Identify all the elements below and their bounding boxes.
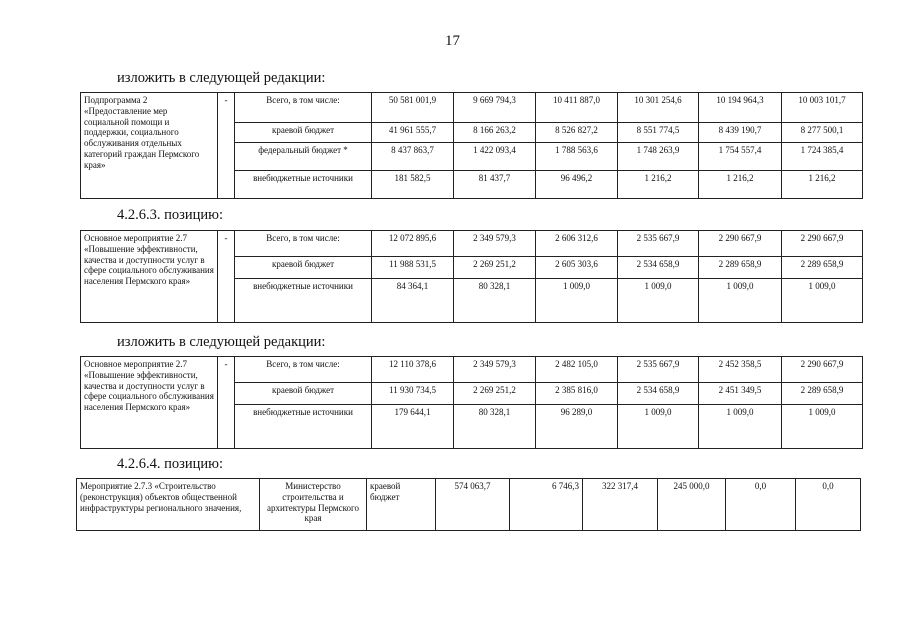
- value-cell: 2 535 667,9: [618, 357, 699, 383]
- value-cell: 2 290 667,9: [782, 231, 863, 257]
- value-cell: 96 289,0: [536, 405, 618, 449]
- value-cell: 1 216,2: [618, 171, 699, 199]
- value-cell: 8 277 500,1: [782, 123, 863, 143]
- value-cell: 6 746,3: [510, 479, 583, 531]
- source-cell: федеральный бюджет *: [235, 143, 372, 171]
- source-cell: краевой бюджет: [367, 479, 436, 531]
- value-cell: 181 582,5: [372, 171, 454, 199]
- activity-name: Основное мероприятие 2.7 «Повышение эффективности, качества и доступности услуг в сфере социального обслуживания населения Пермского края»: [81, 231, 218, 323]
- value-cell: 1 788 563,6: [536, 143, 618, 171]
- ministry-cell: Министерство строительства и архитектуры Пермского края: [260, 479, 367, 531]
- value-cell: 2 534 658,9: [618, 383, 699, 405]
- dash-cell: -: [218, 93, 235, 199]
- dash-cell: -: [218, 231, 235, 323]
- heading-new-edition-2: изложить в следующей редакции:: [117, 334, 326, 350]
- value-cell: 2 385 816,0: [536, 383, 618, 405]
- value-cell: 1 009,0: [699, 405, 782, 449]
- value-cell: 2 349 579,3: [454, 357, 536, 383]
- value-cell: 50 581 001,9: [372, 93, 454, 123]
- value-cell: 8 166 263,2: [454, 123, 536, 143]
- source-cell: Всего, в том числе:: [235, 231, 372, 257]
- source-cell: краевой бюджет: [235, 257, 372, 279]
- value-cell: 1 422 093,4: [454, 143, 536, 171]
- table-subprogram-2: [80, 92, 863, 199]
- value-cell: 2 290 667,9: [699, 231, 782, 257]
- value-cell: 8 437 863,7: [372, 143, 454, 171]
- value-cell: 0,0: [796, 479, 861, 531]
- value-cell: 2 606 312,6: [536, 231, 618, 257]
- value-cell: 10 301 254,6: [618, 93, 699, 123]
- value-cell: 8 551 774,5: [618, 123, 699, 143]
- value-cell: 81 437,7: [454, 171, 536, 199]
- value-cell: 2 349 579,3: [454, 231, 536, 257]
- value-cell: 1 009,0: [699, 279, 782, 323]
- table-activity-2-7-old: [80, 230, 863, 323]
- value-cell: 1 009,0: [618, 279, 699, 323]
- page-number: 17: [445, 33, 460, 49]
- table-activity-2-7-new: [80, 356, 863, 449]
- source-cell: внебюджетные источники: [235, 405, 372, 449]
- value-cell: 12 110 378,6: [372, 357, 454, 383]
- dash-cell: -: [218, 357, 235, 449]
- value-cell: 1 009,0: [536, 279, 618, 323]
- table-activity-2-7-3: [76, 478, 861, 531]
- value-cell: 2 451 349,5: [699, 383, 782, 405]
- value-cell: 1 216,2: [699, 171, 782, 199]
- value-cell: 12 072 895,6: [372, 231, 454, 257]
- value-cell: 11 988 531,5: [372, 257, 454, 279]
- subprogram-name: Подпрограмма 2 «Предоставление мер социальной помощи и поддержки, социального обслуживания отдельных категорий граждан Пермского края»: [81, 93, 218, 199]
- value-cell: 1 009,0: [618, 405, 699, 449]
- value-cell: 2 289 658,9: [699, 257, 782, 279]
- value-cell: 8 526 827,2: [536, 123, 618, 143]
- value-cell: 2 269 251,2: [454, 383, 536, 405]
- value-cell: 80 328,1: [454, 279, 536, 323]
- source-cell: краевой бюджет: [235, 383, 372, 405]
- source-cell: Всего, в том числе:: [235, 357, 372, 383]
- value-cell: 2 534 658,9: [618, 257, 699, 279]
- value-cell: 10 194 964,3: [699, 93, 782, 123]
- value-cell: 0,0: [726, 479, 796, 531]
- value-cell: 84 364,1: [372, 279, 454, 323]
- source-cell: внебюджетные источники: [235, 171, 372, 199]
- value-cell: 96 496,2: [536, 171, 618, 199]
- value-cell: 1 724 385,4: [782, 143, 863, 171]
- value-cell: 1 009,0: [782, 405, 863, 449]
- value-cell: 8 439 190,7: [699, 123, 782, 143]
- source-cell: внебюджетные источники: [235, 279, 372, 323]
- value-cell: 2 290 667,9: [782, 357, 863, 383]
- heading-4-2-6-4: 4.2.6.4. позицию:: [117, 456, 224, 472]
- value-cell: 2 289 658,9: [782, 383, 863, 405]
- activity-name: Основное мероприятие 2.7 «Повышение эффективности, качества и доступности услуг в сфере социального обслуживания населения Пермского края»: [81, 357, 218, 449]
- value-cell: 2 535 667,9: [618, 231, 699, 257]
- value-cell: 1 216,2: [782, 171, 863, 199]
- value-cell: 10 003 101,7: [782, 93, 863, 123]
- value-cell: 574 063,7: [436, 479, 510, 531]
- activity-name: Мероприятие 2.7.3 «Строительство (реконструкция) объектов общественной инфраструктуры регионального значения,: [77, 479, 260, 531]
- value-cell: 179 644,1: [372, 405, 454, 449]
- value-cell: 1 754 557,4: [699, 143, 782, 171]
- source-cell: краевой бюджет: [235, 123, 372, 143]
- value-cell: 2 289 658,9: [782, 257, 863, 279]
- value-cell: 2 452 358,5: [699, 357, 782, 383]
- source-cell: Всего, в том числе:: [235, 93, 372, 123]
- heading-new-edition-1: изложить в следующей редакции:: [117, 70, 326, 86]
- value-cell: 9 669 794,3: [454, 93, 536, 123]
- value-cell: 245 000,0: [658, 479, 726, 531]
- heading-4-2-6-3: 4.2.6.3. позицию:: [117, 207, 224, 223]
- value-cell: 80 328,1: [454, 405, 536, 449]
- value-cell: 2 605 303,6: [536, 257, 618, 279]
- value-cell: 322 317,4: [583, 479, 658, 531]
- value-cell: 2 269 251,2: [454, 257, 536, 279]
- value-cell: 10 411 887,0: [536, 93, 618, 123]
- value-cell: 1 748 263,9: [618, 143, 699, 171]
- value-cell: 2 482 105,0: [536, 357, 618, 383]
- value-cell: 41 961 555,7: [372, 123, 454, 143]
- value-cell: 1 009,0: [782, 279, 863, 323]
- value-cell: 11 930 734,5: [372, 383, 454, 405]
